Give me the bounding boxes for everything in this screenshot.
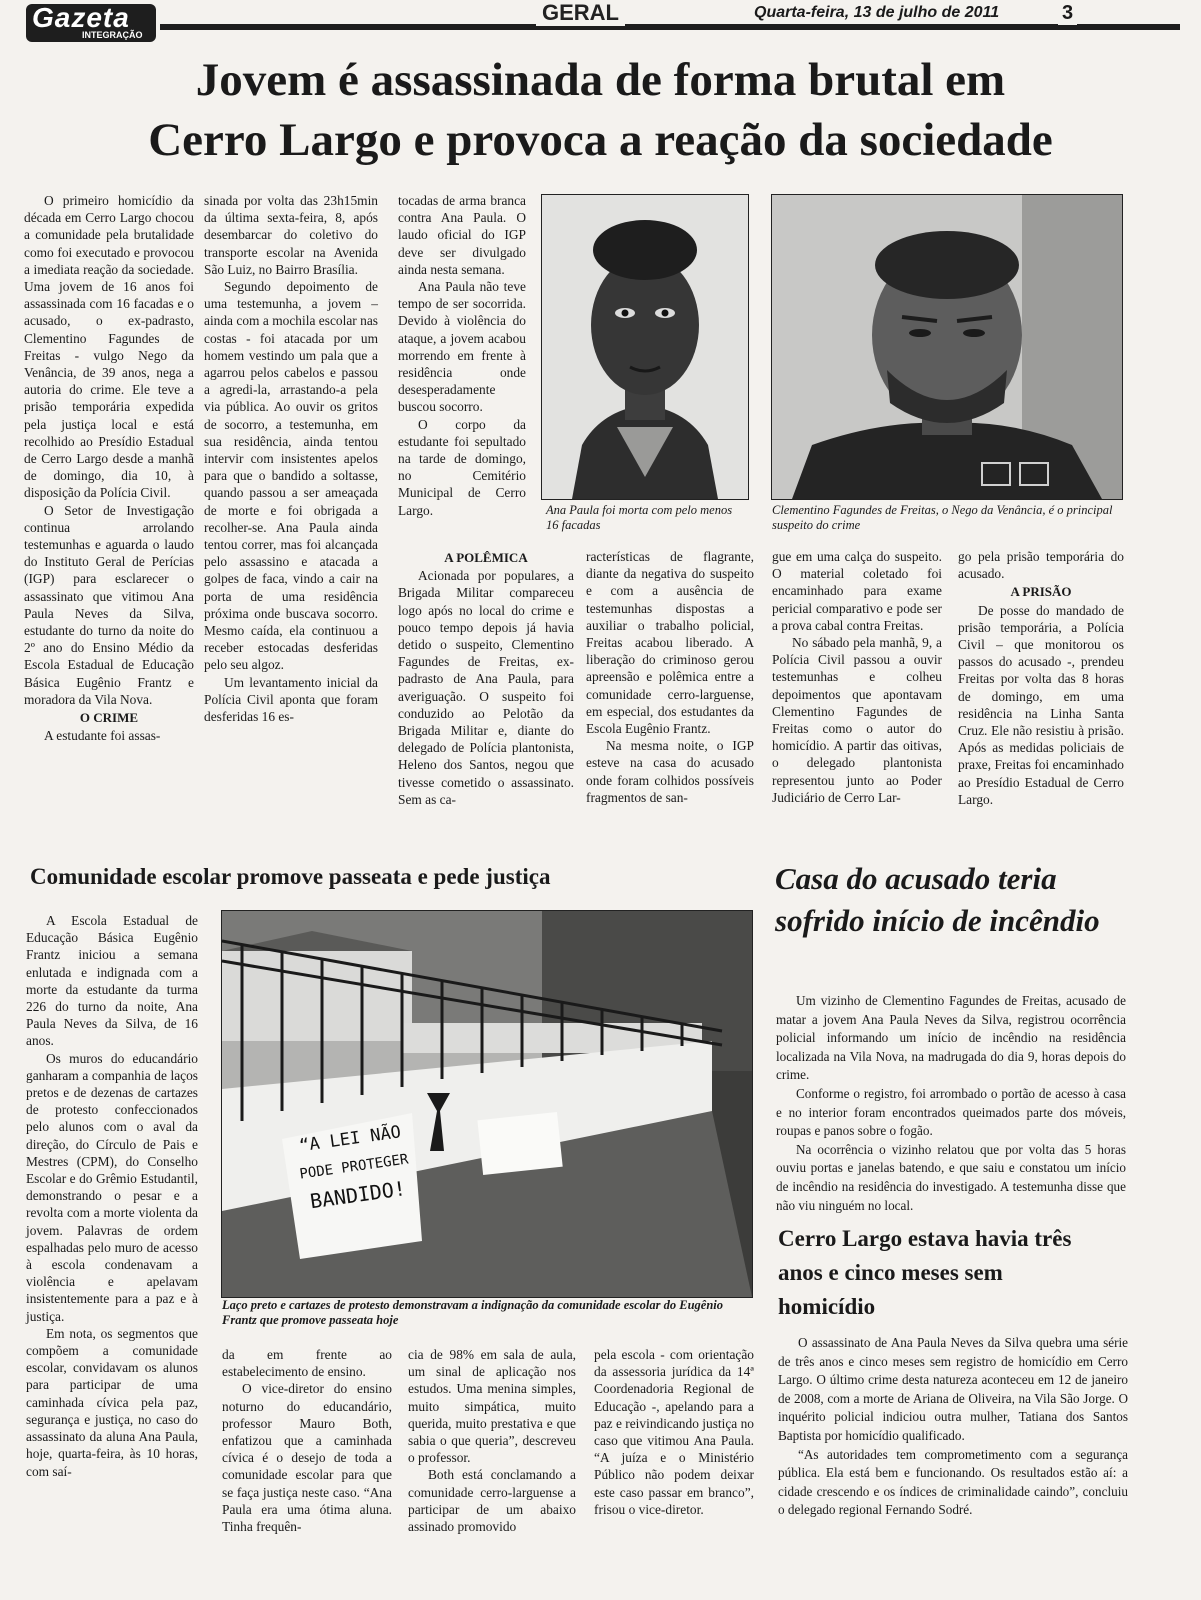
paragraph: O assassinato de Ana Paula Neves da Silva quebra uma série de três anos e cinco meses sem registro de homicídio em Cerro Largo. O último crime desta natureza aconteceu em 12 de janeiro de 2008, com a morte de Ariana de Oliveira, na Vila São Jorge. O inquérito policial indiciou outra mulher, Tatiana dos Santos Baptista por homicídio qualificado.	[778, 1335, 1128, 1443]
paragraph: Um levantamento inicial da Polícia Civil aponta que foram desferidas 16 es-	[204, 674, 378, 725]
paragraph: cia de 98% em sala de aula, um sinal de aplicação nos estudos. Uma menina simples, muito simpática, muito querida, muito prestativa e que sabia o que queria”, descreveu o professor.	[408, 1347, 576, 1466]
protest-sign	[289, 1117, 420, 1217]
main-story-column-3	[398, 192, 526, 519]
homicide-story-headline: Cerro Largo estava havia três anos e cinco meses sem homicídio	[778, 1226, 1072, 1319]
school-story-column-4	[594, 1346, 754, 1518]
victim-photo	[541, 194, 749, 500]
main-headline	[0, 50, 1201, 170]
protest-sign-line-3: BANDIDO!	[308, 1176, 408, 1214]
logo-sub-text: INTEGRAÇÃO	[82, 30, 143, 40]
homicide-story-body	[778, 1334, 1128, 1520]
suspect-photo-caption: Clementino Fagundes de Freitas, o Nego da Venância, é o principal suspeito do crime	[772, 503, 1113, 532]
school-photo-caption: Laço preto e cartazes de protesto demonstravam a indignação da comunidade escolar do Eugênio Frantz que promove passeata hoje	[222, 1298, 724, 1327]
main-story-column-2	[204, 192, 378, 725]
suspect-photo	[771, 194, 1123, 500]
paragraph: Na mesma noite, o IGP esteve na casa do acusado onde foram colhidos possíveis fragmentos de san-	[586, 738, 754, 805]
logo-main-text: Gazeta	[32, 2, 130, 33]
paragraph: racterísticas de flagrante, diante da negativa do suspeito e com a ausência de testemunhas dispostas a auxiliar o trabalho policial, Freitas acabou liberado. A liberação do criminoso gerou apreensão e polêmica entre a comunidade cerro-larguense, em especial, dos estudantes da Escola Eugênio Frantz.	[586, 549, 754, 737]
school-protest-photo	[221, 910, 753, 1298]
school-story-headline: Comunidade escolar promove passeata e pede justiça	[30, 864, 551, 889]
masthead-rule	[160, 24, 1180, 30]
paragraph: da em frente ao estabelecimento de ensino.	[222, 1347, 392, 1380]
school-protest-illustration	[222, 911, 752, 1297]
paragraph: tocadas de arma branca contra Ana Paula. O laudo oficial do IGP deve ser divulgado ainda nesta semana.	[398, 193, 526, 277]
fire-story-body	[776, 992, 1126, 1215]
subhead-crime: O CRIME	[79, 710, 139, 726]
main-story-column-6	[958, 548, 1124, 808]
victim-portrait-illustration	[542, 195, 748, 499]
subhead-prisao: A PRISÃO	[1010, 584, 1072, 600]
paragraph: A estudante foi assas-	[44, 728, 161, 744]
paragraph: O primeiro homicídio da década em Cerro Largo chocou a comunidade pela brutalidade como foi executado e provocou a imediata reação da sociedade. Uma jovem de 16 anos foi assassinada com 16 facadas e o acusado, o ex-padrasto, Clementino Fagundes de Freitas - vulgo Nego da Venância, de 39 anos, nega a autoria do crime. Ele teve a prisão temporária expedida pela justiça local e está recolhido ao Presídio Estadual de Cerro Largo desde a manhã de domingo, dia 10, à disposição da Polícia Civil.	[24, 193, 194, 501]
paragraph: O vice-diretor do ensino noturno do educandário, professor Mauro Both, enfatizou que a caminhada cívica é o desejo de toda a comunidade escolar para que se faça justiça neste caso. “Ana Paula era uma ótima aluna. Tinha frequên-	[222, 1381, 392, 1535]
section-label: GERAL	[536, 0, 625, 26]
headline-line-1: Jovem é assassinada de forma brutal em	[195, 54, 1006, 106]
main-story-column-4	[586, 548, 754, 806]
main-story-column-1	[24, 192, 194, 745]
paragraph: Um vizinho de Clementino Fagundes de Freitas, acusado de matar a jovem Ana Paula Neves da Silva, registrou ocorrência policial informando um início de incêndio na residência localizada na Vila Nova, na madrugada do dia 9, horas depois do crime.	[776, 993, 1126, 1083]
suspect-portrait-illustration	[772, 195, 1122, 499]
fire-story-headline: Casa do acusado teria sofrido início de incêndio	[775, 861, 1100, 938]
paragraph: Both está conclamando a comunidade cerro-larguense a participar de um abaixo assinado promovido	[408, 1467, 576, 1535]
newspaper-logo	[26, 4, 156, 42]
headline-line-2: Cerro Largo e provoca a reação da sociedade	[148, 114, 1053, 166]
subhead-polemica: A POLÊMICA	[444, 550, 528, 565]
paragraph: Acionada por populares, a Brigada Militar compareceu logo após no local do crime e pouco tempo depois já havia detido o suspeito, Clementino Fagundes de Freitas, ex-padrasto de Ana Paula, para averiguação. O suspeito foi conduzido ao Pelotão da Brigada Militar e, diante do delegado de Polícia plantonista, Heleno dos Santos, negou que tivesse cometido o assassinato. Sem as ca-	[398, 568, 574, 807]
paragraph: No sábado pela manhã, 9, a Polícia Civil passou a ouvir testemunhas e colheu depoimentos que apontavam Clementino Fagundes de Freitas como o autor do homicídio. A partir das oitivas, o delegado plantonista representou junto ao Poder Judiciário de Cerro Lar-	[772, 635, 942, 805]
paragraph: Segundo depoimento de uma testemunha, a jovem – ainda com a mochila escolar nas costas - foi atacada por um homem vestindo um pala que a agarrou pelos cabelos e passou a agredi-la, arrastando-a pela via pública. Ao ouvir os gritos de socorro, a testemunha, em sua residência, ainda tentou intervir com insistentes apelos para que o bandido a soltasse, quando passou a ser ameaçada de morte e foi obrigada a recolher-se. Ana Paula ainda tentou correr, mas foi alcançada pelo assassino e atacada a golpes de faca, vindo a cair na porta de uma residência próxima onde buscava socorro. Mesmo caída, ela continuou a receber estocadas desferidas pelo seu algoz.	[204, 279, 378, 673]
protest-sign-line-1: “A LEI NÃO	[298, 1122, 403, 1157]
main-story-column-3b	[398, 548, 574, 808]
paragraph: A Escola Estadual de Educação Básica Eugênio Frantz iniciou a semana enlutada e indignada com a morte da estudante da turma 226 do turno da noite, Ana Paula Neves da Silva, de 16 anos.	[26, 913, 198, 1049]
school-story-column-2	[222, 1346, 392, 1535]
paragraph: go pela prisão temporária do acusado.	[958, 549, 1124, 582]
page-number: 3	[1058, 2, 1077, 25]
masthead	[0, 0, 1201, 44]
paragraph: Conforme o registro, foi arrombado o portão de acesso à casa e no interior foram encontrados queimados parte dos móveis, roupas e panos sobre o fogão.	[776, 1085, 1126, 1139]
paragraph: O corpo da estudante foi sepultado na tarde de domingo, no Cemitério Municipal de Cerro Largo.	[398, 416, 526, 518]
school-story-column-1	[26, 912, 198, 1480]
paragraph: “As autoridades tem comprometimento com a segurança pública. Ela está bem e funcionando. Os resultados estão aí: a cidade crescendo e os índices de criminalidade caindo”, concluiu o delegado regional Fernando Sodré.	[778, 1446, 1128, 1518]
paragraph: pela escola - com orientação da assessoria jurídica da 14ª Coordenadoria Regional de Educação -, apelando para a paz e reivindicando justiça no caso que vitimou Ana Paula. “A juíza e o Ministério Público não podem deixar este caso passar em branco”, frisou o vice-diretor.	[594, 1347, 754, 1517]
paragraph: Na ocorrência o vizinho relatou que por volta das 5 horas ouviu portas e janelas batendo, e que saiu e constatou um início de incêndio na residência do investigado. A testemunha disse que não viu ninguém no local.	[776, 1141, 1126, 1213]
paragraph: Em nota, os segmentos que compõem a comunidade escolar, convidavam os alunos para participar de uma caminhada cívica pela paz, segurança e justiça, no caso do assassinato da aluna Ana Paula, hoje, quarta-feira, às 10 horas, com saí-	[26, 1325, 198, 1479]
paragraph: sinada por volta das 23h15min da última sexta-feira, 8, após desembarcar do coletivo do transporte escolar na Avenida São Luiz, no Bairro Brasília.	[204, 193, 378, 277]
issue-date: Quarta-feira, 13 de julho de 2011	[750, 4, 1003, 22]
main-story-column-5	[772, 548, 942, 806]
paragraph: Ana Paula não teve tempo de ser socorrida. Devido à violência do ataque, a jovem acabou morrendo em frente à residência onde desesperadamente buscou socorro.	[398, 279, 526, 415]
paragraph: De posse do mandado de prisão temporária, a Polícia Civil – que monitorou os passos do acusado -, prendeu Freitas por volta das 8 horas de domingo, em uma residência na Linha Santa Cruz. Ele não resistiu à prisão. Após as medidas policiais de praxe, Freitas foi encaminhado ao Presídio Estadual de Cerro Largo.	[958, 602, 1124, 807]
paragraph: Os muros do educandário ganharam a companhia de laços pretos e de dezenas de cartazes de protesto confeccionados pelo alunos com o aval da direção, do Círculo de Pais e Mestres (CPM), do Conselho Escolar e do Grêmio Estudantil, demonstrando o pesar e a revolta com a morte violenta da jovem. Palavras de ordem espalhadas pelo muro de acesso à escola condenavam a violência e apelavam insistentemente para a paz e à justiça.	[26, 1050, 198, 1324]
school-story-column-3	[408, 1346, 576, 1535]
protest-sign-line-2: PODE PROTEGER	[298, 1151, 410, 1183]
victim-photo-caption: Ana Paula foi morta com pelo menos 16 facadas	[546, 503, 733, 532]
paragraph: gue em uma calça do suspeito. O material coletado foi encaminhado para exame pericial comparativo e pode ser a prova cabal contra Freitas.	[772, 549, 942, 633]
paragraph: O Setor de Investigação continua arrolando testemunhas e aguarda o laudo do Instituto Geral de Perícias (IGP) para esclarecer o assassinato que vitimou Ana Paula Neves da Silva, estudante do turno da noite do 2º ano do Ensino Médio da Escola Estadual de Educação Básica Eugênio Frantz e moradora da Vila Nova.	[24, 502, 194, 707]
